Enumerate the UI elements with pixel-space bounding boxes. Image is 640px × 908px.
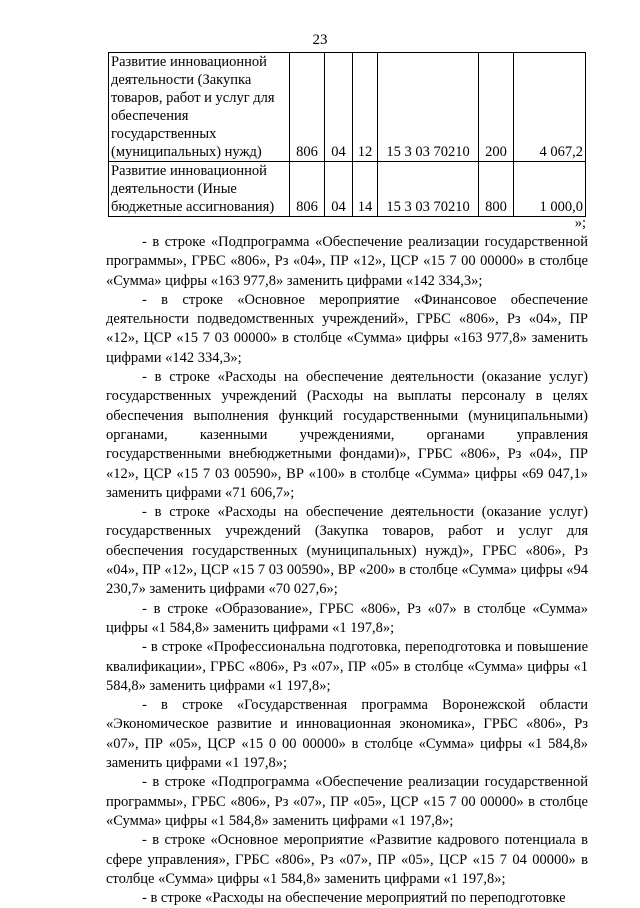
csr-cell: 15 3 03 70210 bbox=[378, 53, 479, 162]
amendment-paragraph: - в строке «Основное мероприятие «Развитие кадрового потенциала в сфере управления», ГРБС «806», Рз «07», ПР «05», ЦСР «15 7 04 00000» в столбце «Сумма» цифры «1 584,8» заменить цифрами «1 197,8»; bbox=[106, 832, 588, 887]
vr-cell: 200 bbox=[479, 53, 514, 162]
amendment-paragraph: - в строке «Профессиональна подготовка, переподготовка и повышение квалификации», ГРБС «806», Рз «07», ПР «05» в столбце «Сумма» цифры «1 584,8» заменить цифрами «1 197,8»; bbox=[106, 639, 588, 694]
grbs-cell: 806 bbox=[290, 162, 325, 217]
amendment-paragraph: - в строке «Образование», ГРБС «806», Рз «07» в столбце «Сумма» цифры «1 584,8» заменить цифрами «1 197,8»; bbox=[106, 600, 588, 636]
budget-table bbox=[108, 52, 586, 217]
amendment-paragraph: - в строке «Расходы на обеспечение мероприятий по переподготовке bbox=[142, 890, 566, 907]
pr-cell: 12 bbox=[353, 53, 378, 162]
rz-cell: 04 bbox=[325, 53, 353, 162]
pr-cell: 14 bbox=[353, 162, 378, 217]
sum-cell: 4 067,2 bbox=[514, 53, 586, 162]
amendment-paragraph: - в строке «Расходы на обеспечение деятельности (оказание услуг) государственных учреждений (Расходы на выплаты персоналу в целях обеспечения выполнения функций государственными (муниципальными) органами, казенными учреждениями, органами управления государственными внебюджетными фондами)», ГРБС «806», Рз «04», ПР «12», ЦСР «15 7 03 00590», ВР «100» в столбце «Сумма» цифры «69 047,1» заменить цифрами «71 606,7»; bbox=[106, 369, 588, 501]
amendment-paragraph: - в строке «Подпрограмма «Обеспечение реализации государственной программы», ГРБС «806», Рз «07», ПР «05», ЦСР «15 7 00 00000» в столбце «Сумма» цифры «1 584,8» заменить цифрами «1 197,8»; bbox=[106, 774, 588, 829]
amendment-paragraph: - в строке «Основное мероприятие «Финансовое обеспечение деятельности подведомственных учреждений», ГРБС «806», Рз «04», ПР «12», ЦСР «15 7 03 00000» в столбце «Сумма» цифры «163 977,8» заменить цифрами «142 334,3»; bbox=[106, 291, 588, 366]
row-name-cell: Развитие инновационной деятельности (Иные бюджетные ассигнования) bbox=[109, 162, 290, 217]
row-name-cell: Развитие инновационной деятельности (Закупка товаров, работ и услуг для обеспечения государственных (муниципальных) нужд) bbox=[109, 53, 290, 162]
rz-cell: 04 bbox=[325, 162, 353, 217]
amendment-paragraph: - в строке «Государственная программа Воронежской области «Экономическое развитие и инновационная экономика», ГРБС «806», Рз «07», ПР «05», ЦСР «15 0 00 00000» в столбце «Сумма» цифры «1 584,8» заменить цифрами «1 197,8»; bbox=[106, 697, 588, 772]
amendment-list bbox=[106, 233, 588, 908]
table-row bbox=[109, 53, 586, 162]
page-number: 23 bbox=[312, 32, 328, 48]
table-row bbox=[109, 162, 586, 217]
grbs-cell: 806 bbox=[290, 53, 325, 162]
vr-cell: 800 bbox=[479, 162, 514, 217]
sum-cell: 1 000,0 bbox=[514, 162, 586, 217]
csr-cell: 15 3 03 70210 bbox=[378, 162, 479, 217]
closing-quote: »; bbox=[574, 215, 586, 231]
amendment-paragraph: - в строке «Расходы на обеспечение деятельности (оказание услуг) государственных учреждений (Закупка товаров, работ и услуг для обеспечения государственных (муниципальных) нужд)», ГРБС «806», Рз «04», ПР «12», ЦСР «15 7 03 00590», ВР «200» в столбце «Сумма» цифры «94 230,7» заменить цифрами «70 027,6»; bbox=[106, 504, 588, 598]
amendment-paragraph: - в строке «Подпрограмма «Обеспечение реализации государственной программы», ГРБС «806», Рз «04», ПР «12», ЦСР «15 7 00 00000» в столбце «Сумма» цифры «163 977,8» заменить цифрами «142 334,3»; bbox=[106, 234, 588, 289]
